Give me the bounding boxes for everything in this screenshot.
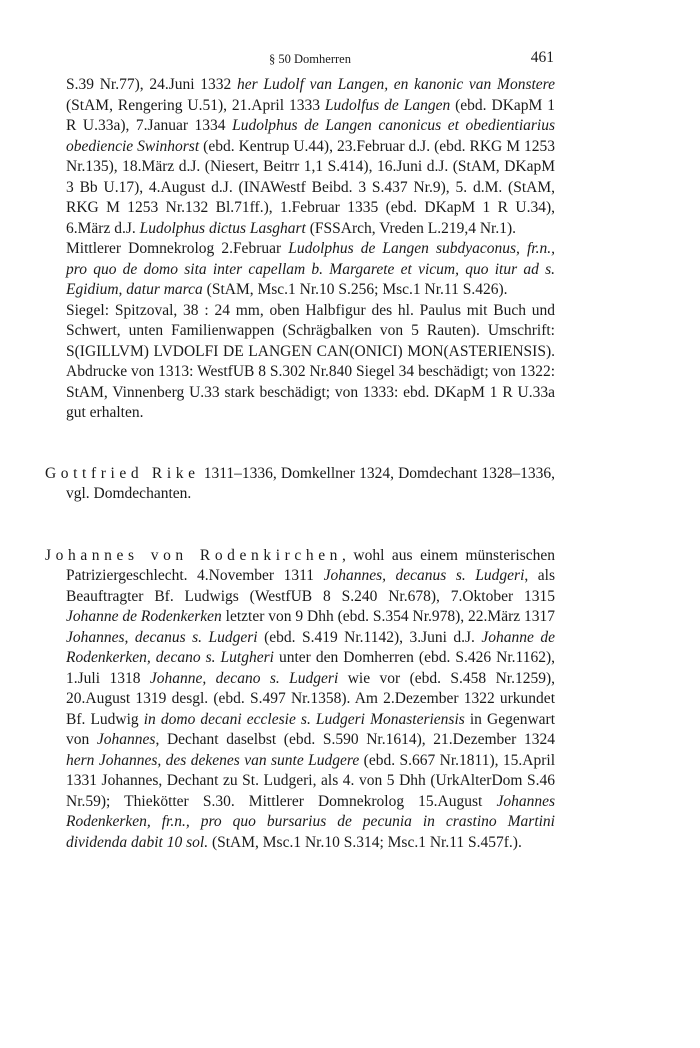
entry-johannes-von-rodenkirchen: [45, 546, 555, 854]
entry-name: Gottfried Rike: [45, 464, 200, 482]
running-title: § 50 Domherren: [269, 52, 351, 66]
necrology-paragraph: Mittlerer Domnekrolog 2.Februar Ludolphus de Langen subdyaconus, fr.n., pro quo de domo sita inter capellam b. Margarete et vicum, quo itur ad s. Egidium, datur marca (StAM, Msc.1 Nr.10 S.256; Msc.1 Nr.11 S.426).: [66, 240, 555, 298]
italic-run: Johannes, decanus s. Ludgeri: [66, 628, 258, 646]
italic-run: Ludolphus de Langen subdyaconus, fr.n., pro quo de domo sita inter capellam b. Margarete et vicum, quo itur ad s. Egidium, datur marca: [66, 240, 555, 298]
entry-name: Johannes von Rodenkirchen: [45, 546, 343, 564]
italic-run: Johanne de Rodenkerken: [66, 608, 222, 625]
page-body: [45, 75, 555, 853]
entry-body: 1311–1336, Domkellner 1324, Domdechant 1328–1336, vgl. Domdechanten.: [66, 464, 556, 502]
italic-run: Johannes, decanus s. Ludgeri: [323, 567, 525, 584]
page-number: 461: [530, 49, 554, 66]
italic-run: Ludolphus de Langen canonicus et obedientiarius obediencie Swinhorst: [66, 117, 555, 155]
italic-run: Johannes: [96, 731, 156, 748]
italic-run: Johanne de Rodenkerken, decano s. Lutgheri: [66, 628, 556, 666]
running-header: [66, 48, 554, 68]
italic-run: Ludolphus dictus Lasghart: [139, 219, 306, 237]
entry-body: , wohl aus einem münsterischen Patriziergeschlecht. 4.November 1311 Johannes, decanus s. Ludgeri, als Beauftragter Bf. Ludwigs (WestfUB 8 S.240 Nr.678), 7.Oktober 1315 Johanne de Rodenkerken letzter von 9 Dhh (ebd. S.354 Nr.978), 22.März 1317 Johannes, decanus s. Ludgeri (ebd. S.419 Nr.1142), 3.Juni d.J. Johanne de Rodenkerken, decano s. Lutgheri unter den Domherren (ebd. S.426 Nr.1162), 1.Juli 1318 Johanne, decano s. Ludgeri wie vor (ebd. S.458 Nr.1259), 20.August 1319 desgl. (ebd. S.497 Nr.1358). Am 2.Dezember 1322 urkundet Bf. Ludwig in domo decani ecclesie s. Ludgeri Monasteriensis in Gegenwart von Johannes, Dechant daselbst (ebd. S.590 Nr.1614), 21.Dezember 1324 hern Johannes, des dekenes van sunte Ludgere (ebd. S.667 Nr.1811), 15.April 1331 Johannes, Dechant zu St. Ludgeri, als 4. von 5 Dhh (UrkAlterDom S.46 Nr.59); Thiekötter S.30. Mittlerer Domnekrolog 15.August Johannes Rodenkerken, fr.n., pro quo bursarius de pecunia in crastino Martini dividenda dabit 10 sol. (StAM, Msc.1 Nr.10 S.314; Msc.1 Nr.11 S.457f.).: [66, 546, 556, 851]
entry-gottfried-rike: [45, 464, 555, 505]
seal-paragraph: Siegel: Spitzoval, 38 : 24 mm, oben Halbfigur des hl. Paulus mit Buch und Schwert, unten Familienwappen (Schrägbalken von 5 Rauten). Umschrift: S(IGILLVM) LVDOLFI DE LANGEN CAN(ONICI) MON(ASTERIENSIS). Abdrucke von 1313: WestfUB 8 S.302 Nr.840 Siegel 34 beschädigt; von 1322: StAM, Vinnenberg U.33 stark beschädigt; von 1333: ebd. DKapM 1 R U.33a gut erhalten.: [66, 301, 555, 421]
career-paragraph: S.39 Nr.77), 24.Juni 1332 her Ludolf van Langen, en kanonic van Monstere (StAM, Rengering U.51), 21.April 1333 Ludolfus de Langen (ebd. DKapM 1 R U.33a), 7.Januar 1334 Ludolphus de Langen canonicus et obedientiarius obediencie Swinhorst (ebd. Kentrup U.44), 23.Februar d.J. (ebd. RKG M 1253 Nr.135), 18.März d.J. (Niesert, Beitrr 1,1 S.414), 16.Juni d.J. (StAM, DKapM 3 Bb U.17), 4.August d.J. (INAWestf Beibd. 3 S.437 Nr.9), 5. d.M. (StAM, RKG M 1253 Nr.132 Bl.71ff.), 1.Februar 1335 (ebd. DKapM 1 R U.34), 6.März d.J. Ludolphus dictus Lasghart (FSSArch, Vreden L.219,4 Nr.1).: [66, 76, 555, 237]
italic-run: Johannes Rodenkerken, fr.n., pro quo bursarius de pecunia in crastino Martini dividenda dabit 10 sol.: [66, 792, 555, 851]
italic-run: Ludolfus de Langen: [324, 96, 451, 114]
italic-run: in domo decani ecclesie s. Ludgeri Monasteriensis: [143, 710, 465, 728]
italic-run: hern Johannes, des dekenes van sunte Ludgere: [66, 751, 360, 769]
italic-run: her Ludolf van Langen, en kanonic van Monstere: [237, 76, 555, 93]
ludolf-continuation: [45, 75, 555, 424]
entry-text: [45, 464, 556, 505]
entry-text: [45, 546, 556, 854]
italic-run: Johanne, decano s. Ludgeri: [149, 669, 339, 687]
